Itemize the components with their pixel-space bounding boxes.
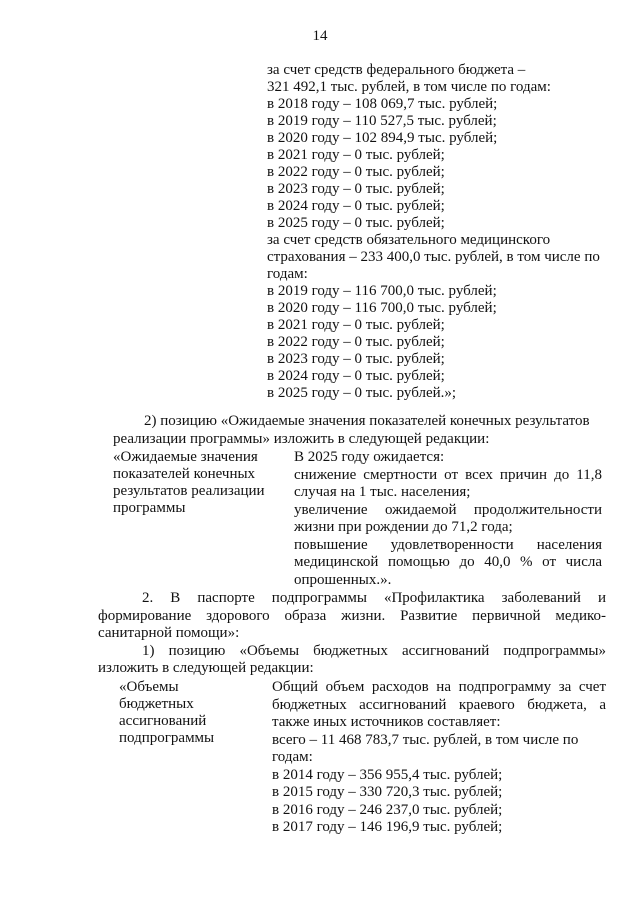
text-line: результатов реализации bbox=[113, 483, 265, 499]
text-line: годам: bbox=[272, 749, 313, 765]
text-line: подпрограммы bbox=[119, 730, 215, 746]
text-line: также иных источников составляет: bbox=[272, 714, 501, 730]
text-line: повышение удовлетворенности населения bbox=[294, 536, 602, 553]
text-line: опрошенных.». bbox=[294, 571, 392, 588]
page-number: 14 bbox=[312, 28, 328, 44]
text-line: случая на 1 тыс. населения; bbox=[294, 484, 471, 500]
text-line: в 2025 году – 0 тыс. рублей; bbox=[267, 215, 445, 231]
text-line: программы bbox=[113, 500, 186, 516]
item2-paragraph bbox=[113, 413, 606, 448]
text-line: в 2023 году – 0 тыс. рублей; bbox=[267, 181, 445, 197]
expected-results-value bbox=[294, 449, 602, 589]
text-line: годам: bbox=[267, 266, 308, 282]
text-line: 2. В паспорте подпрограммы «Профилактика заболеваний и bbox=[142, 590, 606, 606]
text-line: в 2021 году – 0 тыс. рублей; bbox=[267, 317, 445, 333]
text-line: медицинской помощью до 40,0 % от числа bbox=[294, 554, 602, 570]
text-line: жизни при рождении до 71,2 года; bbox=[294, 519, 513, 535]
text-line: «Объемы bbox=[119, 679, 179, 695]
text-line: в 2025 году – 0 тыс. рублей.»; bbox=[267, 385, 457, 401]
text-line: в 2020 году – 116 700,0 тыс. рублей; bbox=[267, 300, 497, 316]
text-line: в 2022 году – 0 тыс. рублей; bbox=[267, 164, 445, 180]
text-line: бюджетных ассигнований краевого бюджета, а bbox=[272, 696, 606, 713]
text-line: в 2022 году – 0 тыс. рублей; bbox=[267, 334, 445, 350]
budget-allocations-value bbox=[272, 679, 606, 837]
text-line: увеличение ожидаемой продолжительности bbox=[294, 501, 602, 518]
text-line: «Ожидаемые значения bbox=[113, 449, 258, 465]
text-line: 2) позицию «Ожидаемые значения показателей конечных результатов bbox=[144, 413, 590, 429]
text-line: изложить в следующей редакции: bbox=[98, 660, 314, 676]
text-line: в 2018 году – 108 069,7 тыс. рублей; bbox=[267, 96, 498, 112]
text-line: 321 492,1 тыс. рублей, в том числе по годам: bbox=[267, 79, 551, 95]
text-line: всего – 11 468 783,7 тыс. рублей, в том числе по bbox=[272, 731, 579, 748]
text-line: бюджетных bbox=[119, 696, 194, 712]
text-line: за счет средств обязательного медицинского bbox=[267, 232, 551, 248]
text-line: в 2019 году – 116 700,0 тыс. рублей; bbox=[267, 283, 497, 299]
text-line: в 2014 году – 356 955,4 тыс. рублей; bbox=[272, 766, 503, 783]
text-line: в 2024 году – 0 тыс. рублей; bbox=[267, 368, 445, 384]
text-line: страхования – 233 400,0 тыс. рублей, в том числе по bbox=[267, 249, 600, 265]
expected-results-label bbox=[113, 449, 283, 517]
text-line: санитарной помощи»: bbox=[98, 625, 240, 641]
section2-paragraph bbox=[98, 590, 606, 678]
text-line: в 2024 году – 0 тыс. рублей; bbox=[267, 198, 445, 214]
text-line: в 2017 году – 146 196,9 тыс. рублей; bbox=[272, 819, 503, 835]
federal-budget-block bbox=[267, 62, 607, 402]
text-line: в 2023 году – 0 тыс. рублей; bbox=[267, 351, 445, 367]
text-line: реализации программы» изложить в следующей редакции: bbox=[113, 430, 490, 447]
text-line: В 2025 году ожидается: bbox=[294, 449, 445, 465]
text-line: в 2020 году – 102 894,9 тыс. рублей; bbox=[267, 130, 498, 146]
text-line: Общий объем расходов на подпрограмму за счет bbox=[272, 679, 606, 695]
text-line: снижение смертности от всех причин до 11,8 bbox=[294, 466, 602, 483]
text-line: в 2015 году – 330 720,3 тыс. рублей; bbox=[272, 784, 503, 800]
text-line: показателей конечных bbox=[113, 466, 256, 482]
text-line: формирование здорового образа жизни. Развитие первичной медико- bbox=[98, 607, 606, 624]
budget-allocations-label bbox=[119, 679, 259, 747]
text-line: 1) позицию «Объемы бюджетных ассигнований подпрограммы» bbox=[142, 642, 606, 659]
text-line: за счет средств федерального бюджета – bbox=[267, 62, 526, 78]
text-line: в 2016 году – 246 237,0 тыс. рублей; bbox=[272, 801, 503, 818]
text-line: в 2021 году – 0 тыс. рублей; bbox=[267, 147, 445, 163]
text-line: в 2019 году – 110 527,5 тыс. рублей; bbox=[267, 113, 497, 129]
text-line: ассигнований bbox=[119, 713, 207, 729]
